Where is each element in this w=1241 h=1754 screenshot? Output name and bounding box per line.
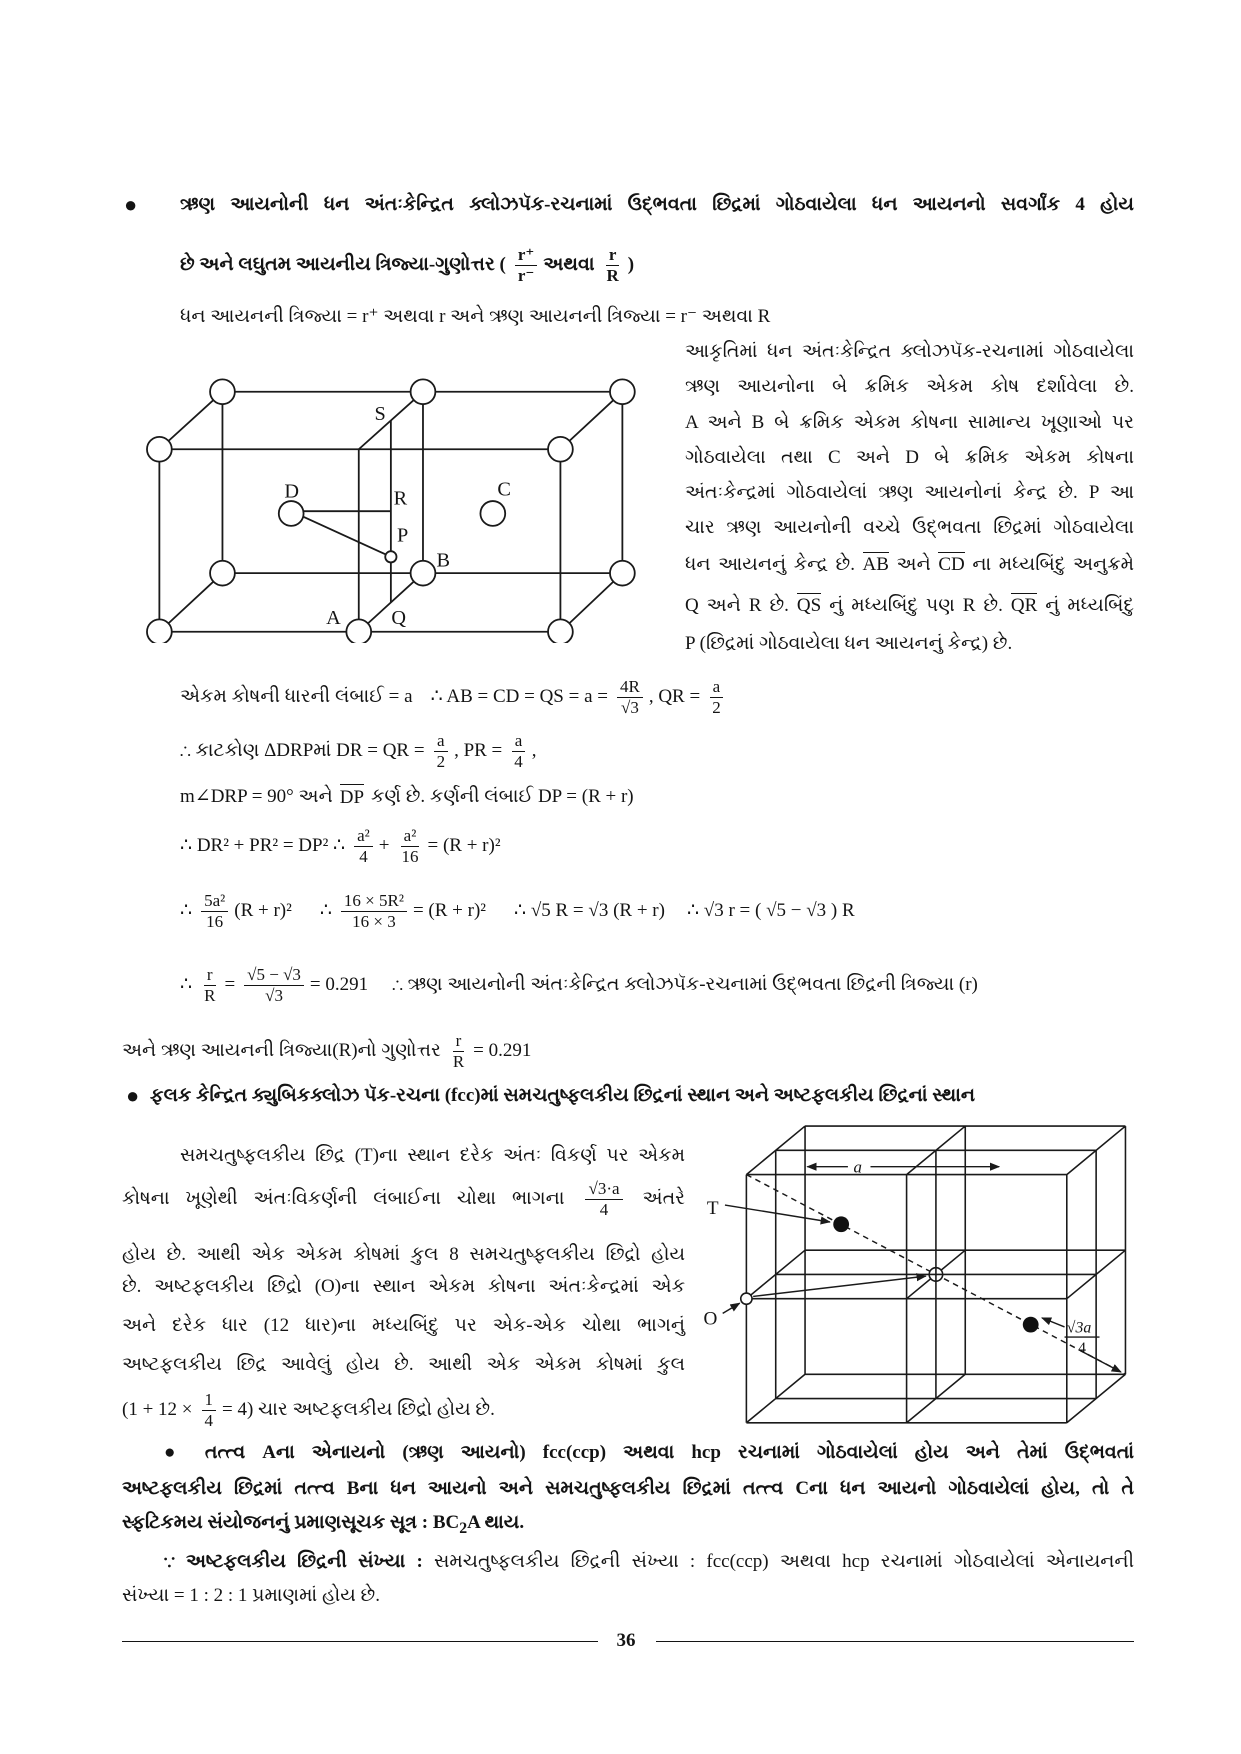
fraction	[354, 826, 373, 867]
edge-length-label: a	[853, 1157, 863, 1177]
fraction-denominator: 4	[599, 1199, 609, 1219]
ratio-lead: ∵ અષ્ટફલકીય છિદ્રની સંખ્યા :	[164, 1551, 423, 1572]
text: A થાય.	[467, 1512, 525, 1533]
fraction	[709, 677, 724, 718]
fraction	[201, 965, 218, 1006]
bcc-two-unit-cells-figure	[141, 367, 643, 643]
fraction	[617, 677, 643, 718]
derivation-line-3	[180, 771, 641, 823]
fraction-numerator: a	[710, 677, 724, 698]
distance-denominator: 4	[1078, 1339, 1086, 1357]
fraction	[244, 965, 304, 1006]
derivation-line-1	[180, 671, 730, 723]
fraction-denominator: R	[606, 265, 619, 285]
fraction-denominator: 2	[712, 697, 721, 717]
text: ∴	[180, 900, 193, 921]
fraction-denominator: 16	[206, 911, 224, 931]
subscript: 2	[459, 1519, 468, 1537]
fraction-numerator: a	[512, 731, 526, 752]
text: , PR =	[454, 740, 503, 761]
fraction-numerator: r	[204, 965, 216, 986]
intro-line-2	[180, 239, 641, 291]
derivation-line-5	[180, 885, 862, 937]
label-S: S	[374, 402, 386, 425]
fraction-numerator: √3·a	[585, 1179, 622, 1200]
close-paren: )	[627, 254, 635, 275]
description-line-6: ચાર ઋણ આયનોની વચ્ચે ઉદ્‌ભવતા છિદ્રમાં ગોઠવાયેલા	[685, 517, 1134, 538]
rule-line-2: અષ્ટફલકીય છિદ્રમાં તત્ત્વ Bના ધન આયનો અને સમચતુષ્ફલકીય છિદ્રમાં તત્ત્વ Cના ધન આયનો ગોઠવાયેલાં હોય, તો તે	[122, 1478, 1134, 1499]
segment-QS: QS	[796, 595, 822, 616]
derivation-line-6	[180, 959, 1134, 1011]
ratio-line-1	[164, 1547, 1134, 1577]
text: સ્ફટિકમય સંયોજનનું પ્રમાણસૂચક સૂત્ર : BC	[122, 1512, 460, 1533]
text: ∴ DR² + PR² = DP² ∴	[180, 835, 346, 856]
voids-line-7	[122, 1384, 502, 1436]
bullet: ●	[124, 192, 138, 217]
label-R: R	[393, 487, 408, 510]
fraction-denominator: 4	[204, 1410, 214, 1430]
fraction-numerator: a²	[354, 826, 373, 847]
fraction	[202, 1390, 217, 1431]
fraction-numerator: a²	[401, 826, 420, 847]
section-heading: ફલક કેન્દ્રિત ક્યુબિકક્લોઝ પૅક-રચના (fcc)માં સમચતુષ્ફલકીય છિદ્રનાં સ્થાન અને અષ્ટફલકીય છિદ્રનાં સ્થાન	[150, 1085, 976, 1106]
text: +	[378, 835, 390, 856]
text: તત્ત્વ Aના એનાયનો (ઋણ આયનો) fcc(ccp) અથવા hcp રચનામાં ગોઠવાયેલાં હોય અને તેમાં ઉદ્‌ભવતાં	[204, 1442, 1135, 1463]
radius-ratio-fraction	[604, 245, 622, 286]
cell-edges	[159, 392, 622, 632]
fraction-numerator: r	[606, 245, 620, 266]
description-line-7	[685, 550, 1134, 580]
text: ∴	[180, 974, 193, 995]
fraction	[585, 1179, 622, 1220]
bullet: ●	[164, 1442, 188, 1463]
text: ∴ √3 r = ( √5 − √3 ) R	[686, 900, 855, 921]
fraction	[450, 1031, 467, 1072]
ratio-line-2: સંખ્યા = 1 : 2 : 1 પ્રમાણમાં હોય છે.	[122, 1585, 380, 1606]
label-O: O	[703, 1308, 718, 1330]
text: અને ઋણ આયનની ત્રિજ્યા(R)નો ગુણોત્તર	[122, 1040, 441, 1061]
distance-numerator: √3a	[1066, 1319, 1092, 1337]
voids-line-3: હોય છે. આથી એક એકમ કોષમાં કુલ 8 સમચતુષ્ફલકીય છિદ્રો હોય	[122, 1244, 685, 1265]
fraction-denominator: R	[452, 1051, 465, 1071]
fraction-numerator: 4R	[617, 677, 643, 698]
voids-line-1: સમચતુષ્ફલકીય છિદ્ર (T)ના સ્થાન દરેક અંતઃ વિકર્ણ પર એકમ	[180, 1145, 685, 1166]
label-B: B	[436, 549, 451, 572]
voids-line-5: અને દરેક ધાર (12 ધાર)ના મધ્યબિંદુ પર એક-એક ચોથા ભાગનું	[122, 1315, 685, 1336]
segment-DP: DP	[340, 784, 364, 810]
voids-line-6: અષ્ટફલકીય છિદ્ર આવેલું હોય છે. આથી એક એકમ કોષમાં કુલ	[122, 1354, 685, 1375]
description-line-8	[685, 591, 1134, 621]
fraction-denominator: r⁻	[517, 265, 535, 285]
text: ∴ AB = CD = QS = a =	[430, 686, 608, 707]
segment-CD: CD	[938, 554, 965, 575]
bullet: ●	[126, 1083, 140, 1108]
text: = 4) ચાર અષ્ટફલકીય છિદ્રો હોય છે.	[222, 1399, 495, 1420]
octahedral-void-edge-marker	[741, 1293, 752, 1304]
text: , QR =	[648, 686, 701, 707]
text: = (R + r)²	[427, 835, 501, 856]
footer-rule-right	[656, 1641, 1134, 1642]
fraction-denominator: R	[204, 985, 216, 1005]
text: ∴ ઋણ આયનોની અંતઃકેન્દ્રિત ક્લોઝપૅક-રચનામાં ઉદ્‌ભવતા છિદ્રની ત્રિજ્યા (r)	[392, 974, 978, 995]
fraction	[511, 731, 526, 772]
description-line-9: P (છિદ્રમાં ગોઠવાયેલા ધન આયનનું કેન્દ્ર) છે.	[685, 633, 1013, 654]
fraction	[201, 891, 228, 932]
intro-line-2-text: છે અને લઘુતમ આયનીય ત્રિજ્યા-ગુણોત્તર (	[180, 254, 506, 275]
fraction-numerator: 5a²	[201, 891, 228, 912]
text: ,	[531, 740, 537, 761]
label-D: D	[284, 480, 300, 503]
fraction	[399, 826, 422, 867]
text: m∠DRP = 90° અને	[180, 786, 333, 807]
text: = (R + r)²	[412, 900, 486, 921]
fraction-numerator: 1	[202, 1390, 217, 1411]
tetrahedral-void-dot	[1023, 1317, 1039, 1333]
fraction-numerator: a	[434, 731, 448, 752]
or-text: અથવા	[543, 254, 595, 275]
fraction-denominator: 4	[514, 751, 523, 771]
voids-line-2	[122, 1173, 685, 1225]
text: ધન આયનનું કેન્દ્ર છે.	[685, 554, 855, 575]
rule-line-1	[164, 1438, 1134, 1468]
text: અને	[896, 554, 931, 575]
text: ∴ √5 R = √3 (R + r)	[513, 900, 665, 921]
fraction-numerator: 16 × 5R²	[341, 891, 407, 912]
intro-line-1: ઋણ આયનોની ધન અંતઃકેન્દ્રિત ક્લોઝપૅક-રચનામાં ઉદ્‌ભવતા છિદ્રમાં ગોઠવાયેલા ધન આયનનો સવર્ગાંક 4 હોય	[180, 194, 1134, 215]
fraction-denominator: 16 × 3	[352, 911, 396, 931]
footer-rule-left	[122, 1641, 598, 1642]
text: ∴	[319, 900, 332, 921]
fraction-denominator: 2	[436, 751, 446, 771]
label-T: T	[706, 1198, 719, 1220]
fraction-numerator: r⁺	[515, 245, 538, 266]
description-line-5: અંતઃકેન્દ્રમાં ગોઠવાયેલાં ઋણ આયનોનાં કેન્દ્ર છે. P આ	[685, 482, 1134, 503]
description-line-4: ગોઠવાયેલા તથા C અને D બે ક્રમિક એકમ કોષના	[685, 447, 1134, 468]
fraction	[434, 731, 449, 772]
description-line-1: આકૃતિમાં ધન અંતઃકેન્દ્રિત ક્લોઝપૅક-રચનામાં ગોઠવાયેલા	[685, 341, 1134, 362]
text: નું મધ્યબિંદુ	[1045, 595, 1135, 616]
derivation-line-4	[180, 820, 508, 872]
ionic-ratio-fraction	[515, 245, 538, 286]
voids-line-4: છે. અષ્ટફલકીય છિદ્રો (O)ના સ્થાન એકમ કોષના અંતઃકેન્દ્રમાં એક	[122, 1276, 685, 1297]
page-number: 36	[616, 1630, 636, 1651]
derivation-line-2	[180, 725, 544, 777]
text: ના મધ્યબિંદુ અનુક્રમે	[972, 554, 1135, 575]
intro-line-3: ધન આયનની ત્રિજ્યા = r⁺ અથવા r અને ઋણ આયનની ત્રિજ્યા = r⁻ અથવા R	[180, 306, 771, 327]
fraction-denominator: 4	[359, 846, 368, 866]
segment-AB: AB	[862, 554, 889, 575]
text: = 0.291	[309, 974, 369, 995]
text: ∴ કાટકોણ ΔDRPમાં DR = QR =	[180, 740, 425, 761]
fraction-denominator: √3	[265, 985, 283, 1005]
text: Q અને R છે.	[685, 595, 789, 616]
segment-QR: QR	[1010, 595, 1038, 616]
label-Q: Q	[391, 606, 407, 629]
label-P: P	[397, 524, 409, 547]
fraction-denominator: 16	[401, 846, 419, 866]
octahedral-void-center-marker	[929, 1268, 943, 1282]
text: સમચતુષ્ફલકીય છિદ્રની સંખ્યા : fcc(ccp) અથવા hcp રચનામાં ગોઠવાયેલાં એનાયનની	[433, 1551, 1134, 1572]
label-C: C	[497, 478, 511, 501]
text: એકમ કોષની ધારની લંબાઈ = a	[180, 686, 413, 707]
text: = 0.291	[473, 1040, 532, 1061]
description-line-2: ઋણ આયનોના બે ક્રમિક એકમ કોષ દર્શાવેલા છે.	[685, 376, 1134, 397]
text: =	[224, 974, 236, 995]
text: કર્ણ છે. કર્ણની લંબાઈ DP = (R + r)	[371, 786, 634, 807]
text: કોષના ખૂણેથી અંતઃવિકર્ણની લંબાઈના ચોથા ભાગના	[122, 1188, 565, 1209]
derivation-line-7	[122, 1025, 538, 1077]
fraction-numerator: r	[453, 1031, 465, 1052]
label-A: A	[326, 606, 341, 629]
text: (1 + 12 ×	[122, 1399, 193, 1420]
text: નું મધ્યબિંદુ પણ R છે.	[829, 595, 1003, 616]
fcc-voids-figure	[699, 1117, 1139, 1433]
tetrahedral-void-dot	[833, 1216, 849, 1232]
fraction-numerator: √5 − √3	[244, 965, 304, 986]
text: (R + r)²	[234, 900, 292, 921]
text: અંતરે	[642, 1188, 685, 1209]
description-line-3: A અને B બે ક્રમિક એકમ કોષના સામાન્ય ખૂણાઓ પર	[685, 412, 1134, 433]
fraction-denominator: √3	[620, 697, 639, 717]
rule-line-3	[122, 1508, 922, 1544]
fraction	[341, 891, 407, 932]
